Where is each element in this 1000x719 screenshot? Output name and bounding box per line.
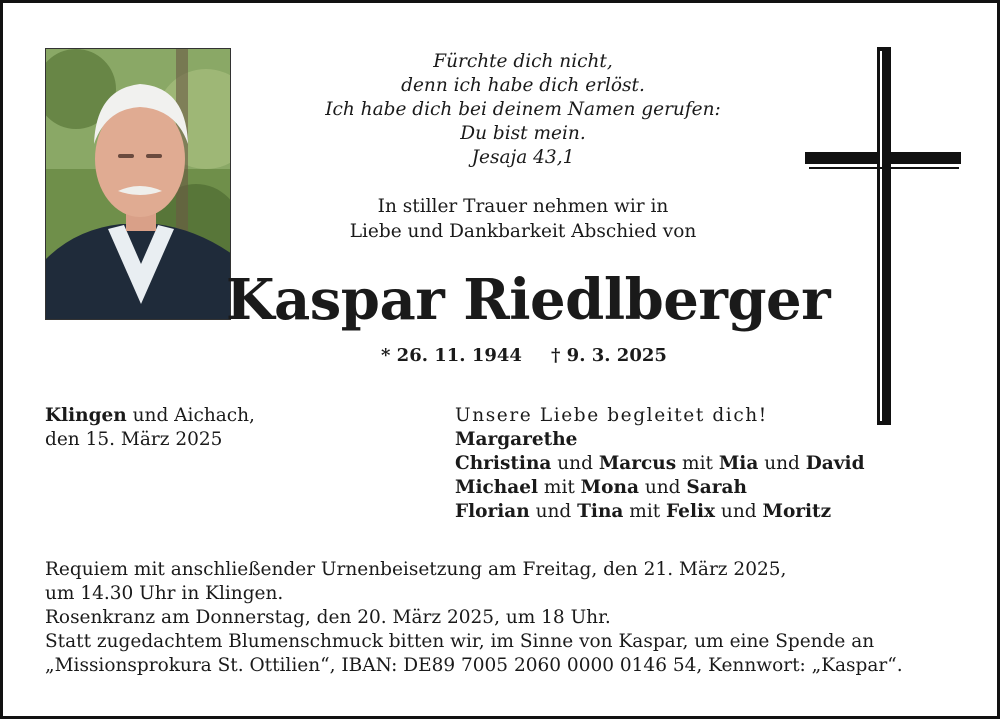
family-member: Mona	[580, 477, 639, 498]
note-line: um 14.30 Uhr in Klingen.	[45, 583, 284, 604]
town-suffix: und Aichach,	[126, 405, 255, 426]
note-line: Statt zugedachtem Blumenschmuck bitten wir, im Sinne von Kaspar, um eine Spende an	[45, 631, 875, 652]
place-and-date	[45, 404, 425, 452]
connector: mit	[676, 453, 719, 474]
intro-line: Liebe und Dankbarkeit Abschied von	[349, 221, 697, 242]
connector: und	[551, 453, 599, 474]
family-member: Christina	[455, 453, 552, 474]
bible-verse	[293, 50, 753, 170]
connector: mit	[538, 477, 581, 498]
death-date: † 9. 3. 2025	[551, 345, 667, 366]
funeral-notes	[45, 558, 965, 678]
family-motto: Unsere Liebe begleitet dich!	[455, 405, 768, 426]
family-member: Margarethe	[455, 429, 578, 450]
town-name: Klingen	[45, 405, 127, 426]
note-line: Requiem mit anschließender Urnenbeisetzung am Freitag, den 21. März 2025,	[45, 559, 787, 580]
family-member: David	[805, 453, 865, 474]
notice-date: den 15. März 2025	[45, 429, 223, 450]
birth-date: * 26. 11. 1944	[381, 345, 522, 366]
verse-line: Ich habe dich bei deinem Namen gerufen:	[325, 99, 721, 120]
family-member: Felix	[666, 501, 716, 522]
family-member-line	[455, 428, 975, 452]
connector: mit	[623, 501, 667, 522]
verse-reference: Jesaja 43,1	[471, 147, 575, 168]
deceased-name: Kaspar Riedlberger	[225, 267, 831, 333]
connector: und	[715, 501, 763, 522]
verse-line: denn ich habe dich erlöst.	[401, 75, 645, 96]
verse-line: Fürchte dich nicht,	[433, 51, 613, 72]
mourning-intro	[293, 194, 753, 244]
verse-line: Du bist mein.	[460, 123, 586, 144]
family-member: Mia	[718, 453, 759, 474]
family-member-line	[455, 476, 975, 500]
family-member: Tina	[577, 501, 624, 522]
family-member-line	[455, 500, 975, 524]
note-line: Rosenkranz am Donnerstag, den 20. März 2025, um 18 Uhr.	[45, 607, 611, 628]
connector: und	[758, 453, 806, 474]
cross-icon	[803, 47, 963, 425]
place-line	[45, 404, 425, 428]
note-line: „Missionsprokura St. Ottilien“, IBAN: DE89 7005 2060 0000 0146 54, Kennwort: „Kaspar“.	[45, 655, 903, 676]
family-member: Florian	[455, 501, 530, 522]
intro-line: In stiller Trauer nehmen wir in	[377, 196, 669, 217]
family-member: Marcus	[598, 453, 677, 474]
connector: und	[638, 477, 687, 498]
family-member: Moritz	[762, 501, 832, 522]
family-member: Michael	[455, 477, 539, 498]
connector: und	[529, 501, 578, 522]
family-list	[455, 404, 975, 524]
family-member-line	[455, 452, 975, 476]
family-member: Sarah	[686, 477, 747, 498]
